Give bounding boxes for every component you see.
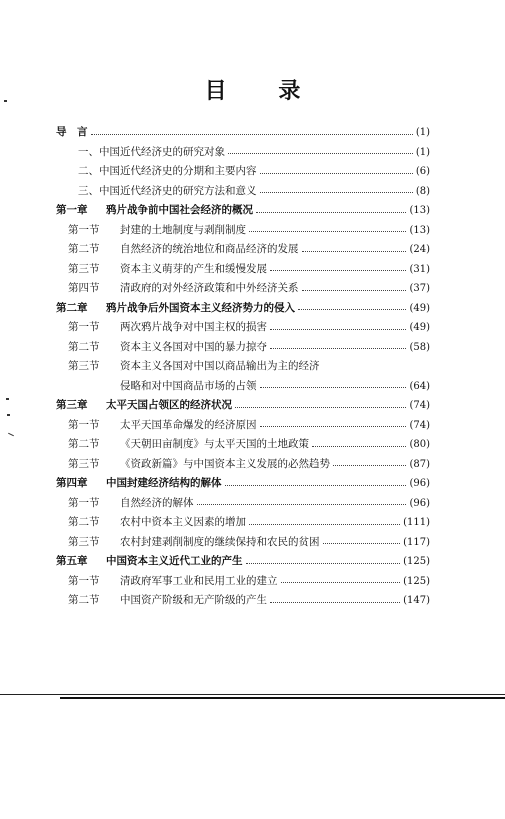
toc-entry-number: 第一节 bbox=[68, 574, 100, 587]
toc-chapter-row[interactable] bbox=[56, 553, 430, 573]
toc-entry-number: 第四节 bbox=[68, 282, 100, 294]
toc-entry-number: 第三节 bbox=[68, 535, 100, 548]
toc-entry-number: 第二节 bbox=[68, 438, 100, 450]
toc-leader-dots bbox=[312, 445, 406, 447]
toc-leader-dots bbox=[302, 289, 407, 291]
toc-entry-title: 一、中国近代经济史的研究对象 bbox=[78, 145, 225, 158]
toc-entry-number: 第二章 bbox=[56, 301, 88, 314]
toc-entry-number: 第一节 bbox=[68, 321, 100, 333]
toc-chapter-row[interactable] bbox=[56, 202, 430, 222]
toc-chapter-row[interactable] bbox=[56, 397, 430, 417]
toc-page-number: (37) bbox=[409, 283, 430, 294]
toc-entry-row[interactable] bbox=[56, 280, 430, 300]
toc-page-number: (87) bbox=[409, 458, 430, 470]
toc-page-number: (1) bbox=[415, 146, 430, 158]
toc-leader-dots bbox=[270, 269, 406, 271]
toc-page-number: (96) bbox=[409, 497, 430, 509]
toc-entry-title: 太平天国革命爆发的经济原因 bbox=[120, 418, 257, 431]
toc-page-number: (31) bbox=[409, 263, 430, 275]
toc-leader-dots bbox=[298, 308, 406, 310]
toc-leader-dots bbox=[270, 328, 406, 330]
toc-entry-row[interactable] bbox=[56, 436, 430, 456]
toc-leader-dots bbox=[228, 152, 413, 154]
page-rule bbox=[0, 694, 505, 695]
toc-entry-title: 自然经济的解体 bbox=[120, 496, 194, 509]
toc-entry-row[interactable] bbox=[56, 573, 430, 593]
toc-entry-number: 第三章 bbox=[56, 399, 88, 411]
toc-entry-row[interactable] bbox=[56, 222, 430, 242]
toc-page-number: (80) bbox=[409, 439, 430, 450]
toc-leader-dots bbox=[333, 464, 406, 466]
toc-leader-dots bbox=[260, 425, 407, 427]
toc-entry-number: 第三节 bbox=[68, 262, 100, 275]
toc-leader-dots bbox=[249, 230, 406, 232]
toc-entry-title: 两次鸦片战争对中国主权的损害 bbox=[120, 321, 267, 333]
toc-page-number: (147) bbox=[403, 595, 430, 606]
toc-page-number: (58) bbox=[409, 341, 430, 353]
toc-entry-title: 中国封建经济结构的解体 bbox=[106, 477, 222, 489]
toc-entry-number: 第一节 bbox=[68, 418, 100, 431]
toc-entry-row[interactable] bbox=[56, 592, 430, 612]
toc-leader-dots bbox=[91, 133, 413, 135]
toc-leader-dots bbox=[260, 172, 413, 174]
toc-page-number: (1) bbox=[415, 127, 430, 138]
toc-page-number: (49) bbox=[409, 322, 430, 333]
toc-entry-title: 二、中国近代经济史的分期和主要内容 bbox=[78, 165, 257, 177]
toc-entry-row[interactable] bbox=[56, 163, 430, 183]
toc-leader-dots bbox=[281, 581, 401, 583]
toc-entry-row[interactable] bbox=[56, 124, 430, 144]
toc-entry-title: 中国资本主义近代工业的产生 bbox=[106, 555, 243, 567]
toc-chapter-row[interactable] bbox=[56, 300, 430, 320]
toc-entry-row[interactable] bbox=[56, 378, 430, 398]
toc-entry-row[interactable] bbox=[56, 339, 430, 359]
toc-entry-row[interactable] bbox=[56, 241, 430, 261]
toc-entry-title: 封建的土地制度与剥削制度 bbox=[120, 223, 246, 236]
scan-mark bbox=[4, 100, 7, 102]
toc-entry-number: 第五章 bbox=[56, 555, 88, 567]
toc-page-number: (125) bbox=[403, 575, 430, 587]
toc-entry-title: 资本主义各国对中国以商品输出为主的经济 bbox=[120, 360, 320, 372]
page-rule-thick bbox=[60, 697, 505, 699]
toc-entry-title: 中国资产阶级和无产阶级的产生 bbox=[120, 594, 267, 606]
toc-entry-title: 自然经济的统治地位和商品经济的发展 bbox=[120, 243, 299, 255]
toc-entry-title: 资本主义萌芽的产生和缓慢发展 bbox=[120, 262, 267, 275]
toc-leader-dots bbox=[302, 250, 407, 252]
toc-entry-row[interactable] bbox=[56, 319, 430, 339]
toc-page-number: (74) bbox=[409, 400, 430, 411]
toc-page-number: (117) bbox=[403, 536, 430, 548]
toc-entry-row[interactable] bbox=[56, 495, 430, 515]
toc-entry-row[interactable] bbox=[56, 144, 430, 164]
toc-entry-title: 鸦片战争后外国资本主义经济势力的侵入 bbox=[106, 301, 295, 314]
toc-entry-row[interactable] bbox=[56, 358, 430, 378]
toc-entry-number: 第二节 bbox=[68, 594, 100, 606]
toc-entry-title: 太平天国占领区的经济状况 bbox=[106, 399, 232, 411]
toc-entry-number: 第四章 bbox=[56, 477, 88, 489]
toc-page-number: (13) bbox=[409, 205, 430, 216]
page-title: 目 录 bbox=[204, 79, 323, 104]
toc-leader-dots bbox=[249, 523, 400, 525]
toc-leader-dots bbox=[246, 562, 401, 564]
toc-entry-number: 第三节 bbox=[68, 457, 100, 470]
toc-entry-title: 农村中资本主义因素的增加 bbox=[120, 516, 246, 528]
toc-entry-number: 第二节 bbox=[68, 340, 100, 353]
toc-page-number: (24) bbox=[409, 244, 430, 255]
toc-page-number: (74) bbox=[409, 419, 430, 431]
toc-leader-dots bbox=[323, 542, 401, 544]
toc-page-number: (49) bbox=[409, 302, 430, 314]
table-of-contents bbox=[56, 124, 430, 612]
scan-mark bbox=[7, 414, 10, 416]
toc-leader-dots bbox=[235, 406, 406, 408]
toc-page-number: (13) bbox=[409, 224, 430, 236]
toc-entry-row[interactable] bbox=[56, 456, 430, 476]
toc-entry-title: 三、中国近代经济史的研究方法和意义 bbox=[78, 184, 257, 197]
toc-entry-title: 清政府的对外经济政策和中外经济关系 bbox=[120, 282, 299, 294]
toc-leader-dots bbox=[270, 347, 406, 349]
toc-page-number: (125) bbox=[403, 556, 430, 567]
scan-mark bbox=[8, 433, 14, 436]
toc-entry-row[interactable] bbox=[56, 417, 430, 437]
toc-entry-title: 《资政新篇》与中国资本主义发展的必然趋势 bbox=[120, 457, 330, 470]
toc-chapter-row[interactable] bbox=[56, 475, 430, 495]
toc-entry-number: 第三节 bbox=[68, 360, 100, 372]
toc-entry-title: 侵略和对中国商品市场的占领 bbox=[120, 379, 257, 392]
toc-leader-dots bbox=[256, 211, 406, 213]
toc-page-number: (96) bbox=[409, 478, 430, 489]
toc-page-number: (64) bbox=[409, 380, 430, 392]
toc-entry-number: 第一章 bbox=[56, 204, 88, 216]
toc-entry-number: 第二节 bbox=[68, 516, 100, 528]
toc-entry-title: 《天朝田亩制度》与太平天国的土地政策 bbox=[120, 438, 309, 450]
toc-leader-dots bbox=[197, 503, 407, 505]
scan-mark bbox=[6, 398, 9, 400]
toc-leader-dots bbox=[260, 191, 413, 193]
toc-page-number: (8) bbox=[415, 185, 430, 197]
toc-entry-title: 鸦片战争前中国社会经济的概况 bbox=[106, 204, 253, 216]
toc-entry-title: 清政府军事工业和民用工业的建立 bbox=[120, 574, 278, 587]
toc-entry-row[interactable] bbox=[56, 261, 430, 281]
toc-entry-row[interactable] bbox=[56, 183, 430, 203]
toc-entry-number: 第一节 bbox=[68, 496, 100, 509]
toc-leader-dots bbox=[260, 386, 407, 388]
toc-page-number: (111) bbox=[403, 517, 430, 528]
toc-entry-title: 资本主义各国对中国的暴力掠夺 bbox=[120, 340, 267, 353]
toc-entry-row[interactable] bbox=[56, 514, 430, 534]
toc-leader-dots bbox=[225, 484, 407, 486]
toc-entry-number: 第二节 bbox=[68, 243, 100, 255]
toc-entry-title: 导 言 bbox=[56, 126, 88, 138]
toc-entry-row[interactable] bbox=[56, 534, 430, 554]
toc-entry-title: 农村封建剥削制度的继续保持和农民的贫困 bbox=[120, 535, 320, 548]
toc-entry-number: 第一节 bbox=[68, 223, 100, 236]
toc-leader-dots bbox=[270, 601, 400, 603]
toc-page-number: (6) bbox=[415, 166, 430, 177]
